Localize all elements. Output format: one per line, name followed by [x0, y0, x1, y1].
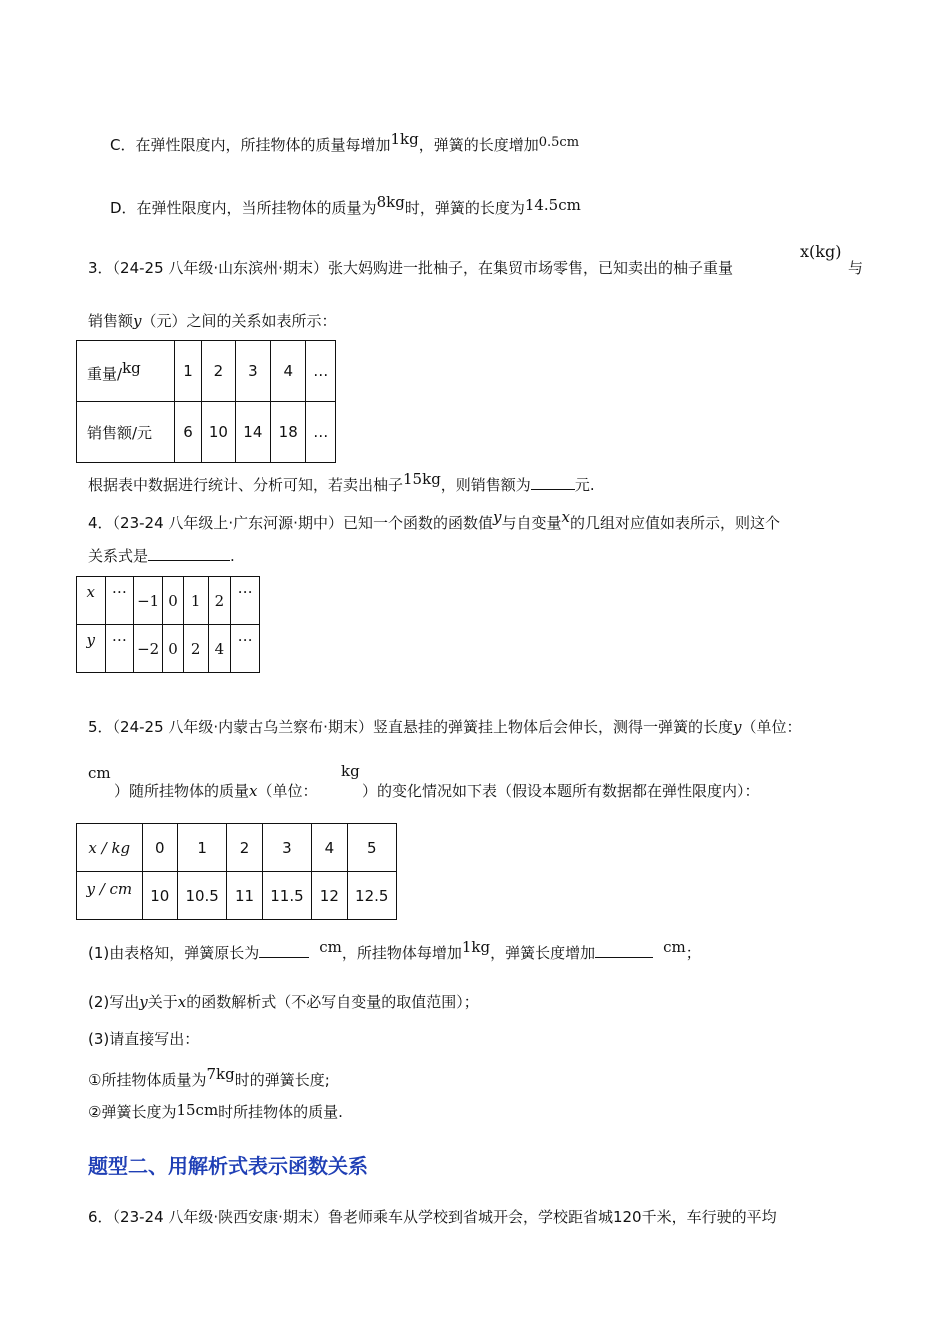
table-cell: 0 [142, 824, 177, 872]
table-cell: … [105, 625, 134, 673]
table-cell: 14 [235, 402, 270, 463]
q6-line1: 6．（23-24 八年级·陕西安康·期末）鲁老师乘车从学校到省城开会，学校距省城120千米，车行驶的平均 [88, 1208, 777, 1226]
table-cell: … [306, 402, 336, 463]
q5-table [76, 823, 397, 920]
q4-line1: 4．（23-24 八年级上·广东河源·期中）已知一个函数的函数值y与自变量x的几组对应值如表所示，则这个 [88, 508, 780, 532]
table-cell: 2 [202, 341, 236, 402]
table-cell: 0 [163, 625, 184, 673]
table-cell: 4 [208, 625, 231, 673]
q5-table-row-x [77, 824, 397, 872]
section-heading: 题型二、用解析式表示函数关系 [88, 1154, 368, 1178]
table-cell: 3 [262, 824, 311, 872]
answer-blank[interactable] [531, 475, 575, 490]
q4-table [76, 576, 260, 673]
table-cell: 1 [183, 577, 208, 625]
table-cell: … [231, 625, 260, 673]
table-cell: 2 [227, 824, 262, 872]
table-cell: 11.5 [262, 872, 311, 920]
table-cell: −1 [134, 577, 163, 625]
option-c: C．在弹性限度内，所挂物体的质量每增加1kg，弹簧的长度增加0.5cm [110, 130, 580, 154]
table-cell: 18 [271, 402, 306, 463]
q5-part2: (2)写出y关于x的函数解析式（不必写自变量的取值范围）； [88, 993, 479, 1011]
q5-line1: 5．（24-25 八年级·内蒙古乌兰察布·期末）竖直悬挂的弹簧挂上物体后会伸长，测得一弹簧的长度y（单位： [88, 718, 802, 736]
table-cell: … [231, 577, 260, 625]
q4-table-row-y [77, 625, 260, 673]
q4-line2: 关系式是 . [88, 547, 235, 565]
q5-unit-kg: kg [341, 762, 360, 780]
q3-after: 根据表中数据进行统计、分析可知，若卖出柚子15kg，则销售额为 元. [88, 470, 595, 494]
q4-row-label-y: y [77, 625, 106, 673]
table-cell: 11 [227, 872, 262, 920]
q3-math-xkg: x(kg) [800, 242, 842, 261]
q5-row-label-x: x / kg [77, 824, 143, 872]
q3-table [76, 340, 336, 463]
table-cell: 0 [163, 577, 184, 625]
table-cell: 10.5 [177, 872, 226, 920]
table-cell: 1 [174, 341, 201, 402]
q5-part1: (1)由表格知，弹簧原长为 cm，所挂物体每增加1kg，弹簧长度增加 cm； [88, 938, 701, 962]
q3-line1: 3．（24-25 八年级·山东滨州·期末）张大妈购进一批柚子，在集贸市场零售，已知卖出的柚子重量 [88, 259, 733, 277]
table-cell: 4 [271, 341, 306, 402]
q4-table-row-x [77, 577, 260, 625]
table-cell: 10 [202, 402, 236, 463]
table-cell: 6 [174, 402, 201, 463]
q3-line2: 销售额y（元）之间的关系如表所示： [88, 312, 337, 330]
q5-table-row-y [77, 872, 397, 920]
q5-line2b: ）的变化情况如下表（假设本题所有数据都在弹性限度内）： [362, 782, 760, 800]
q3-and: 与 [848, 259, 864, 277]
q4-row-label-x: x [77, 577, 106, 625]
table-cell: 1 [177, 824, 226, 872]
answer-blank[interactable] [148, 546, 230, 561]
answer-blank[interactable] [259, 943, 309, 958]
table-cell: … [306, 341, 336, 402]
table-cell: … [105, 577, 134, 625]
q5-part3: (3)请直接写出： [88, 1030, 200, 1048]
table-cell: 3 [235, 341, 270, 402]
q3-row-label-weight: 重量/kg [77, 341, 175, 402]
q5-unit-cm: cm [88, 764, 111, 782]
q3-table-row-weight [77, 341, 336, 402]
table-cell: 12 [312, 872, 347, 920]
q5-line2a: ）随所挂物体的质量x（单位： [114, 782, 318, 800]
table-cell: −2 [134, 625, 163, 673]
table-cell: 10 [142, 872, 177, 920]
table-cell: 2 [208, 577, 231, 625]
q3-table-row-sales [77, 402, 336, 463]
table-cell: 12.5 [347, 872, 397, 920]
q5-part3-1: ①所挂物体质量为7kg时的弹簧长度; [88, 1065, 330, 1089]
answer-blank[interactable] [595, 943, 653, 958]
q3-row-label-sales: 销售额/元 [77, 402, 175, 463]
q5-row-label-y: y / cm [77, 872, 143, 920]
table-cell: 5 [347, 824, 397, 872]
table-cell: 4 [312, 824, 347, 872]
q5-part3-2: ②弹簧长度为15cm时所挂物体的质量. [88, 1101, 343, 1121]
option-d: D．在弹性限度内，当所挂物体的质量为8kg时，弹簧的长度为14.5cm [110, 193, 581, 217]
table-cell: 2 [183, 625, 208, 673]
